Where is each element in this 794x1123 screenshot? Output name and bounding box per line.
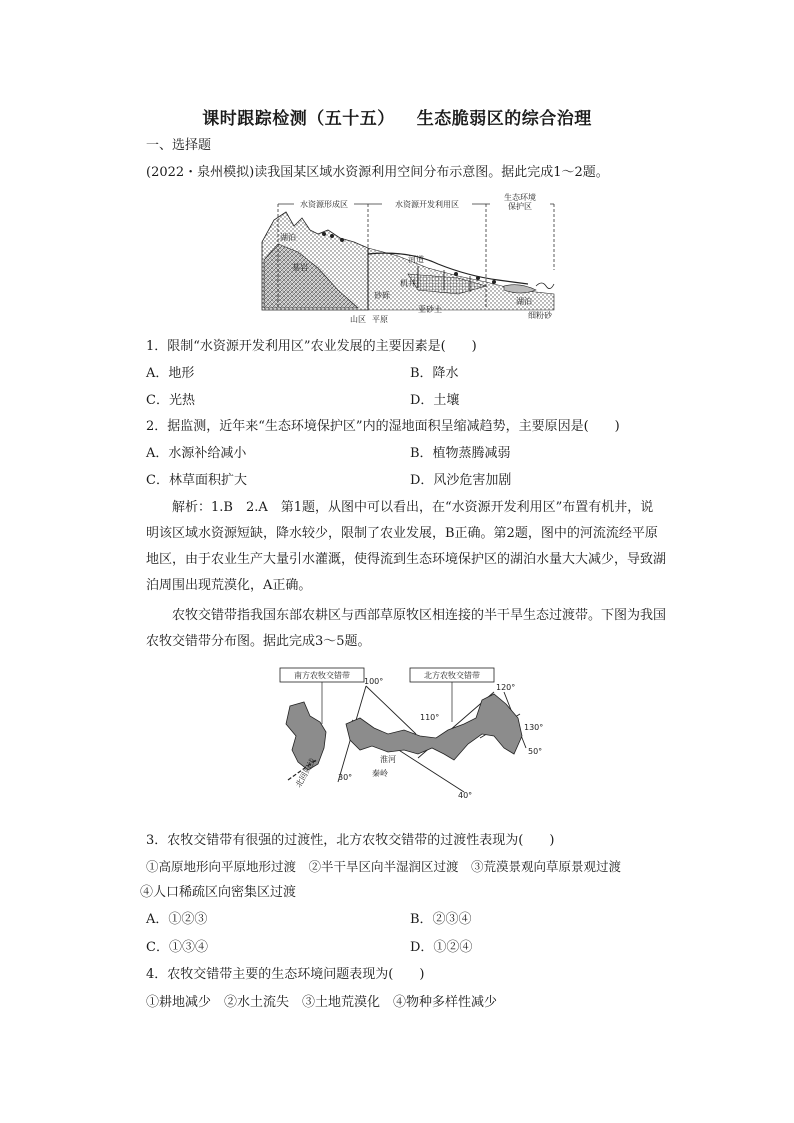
- label-plain: 平原: [372, 315, 388, 324]
- label-well: 机井: [400, 279, 416, 288]
- deg-120: 120°: [496, 683, 516, 692]
- analysis-text: 解析：1.B 2.A 第1题，从图中可以看出，在“水资源开发利用区”布置有机井，说明该区域水资源短缺，降水较少，限制了农业发展，B正确。第2题，图中的河流流经平原地区，由于农业生产大量引水灌溉，使得流到生态环境保护区的湖泊水量大大减少，导致湖泊周围出现荒漠化，A正确。: [146, 500, 667, 593]
- label-bedrock: 基岩: [292, 263, 308, 272]
- q1-option-b: B．降水: [410, 366, 459, 381]
- water-resource-diagram: [258, 190, 568, 326]
- label-sandy-soil: 亚砂土: [418, 305, 442, 314]
- q3-option-c: C．①③④: [146, 940, 208, 955]
- question-2-stem: 2．据监测，近年来“生态环境保护区”内的湿地面积呈缩减趋势，主要原因是( ): [146, 419, 620, 434]
- label-fine-sand: 细粉砂: [528, 311, 552, 320]
- ecotone-distribution-map: [268, 664, 558, 804]
- label-lake-upper: 湖泊: [280, 233, 296, 242]
- intro-q1-2: (2022・泉州模拟)读我国某区域水资源利用空间分布示意图。据此完成1～2题。: [146, 165, 609, 180]
- q3-option-b: B．②③④: [410, 912, 472, 927]
- zone-label-protection: 生态环境保护区: [504, 193, 536, 211]
- label-lake-lower: 湖泊: [516, 297, 532, 306]
- label-gravel: 砂砾: [374, 291, 390, 300]
- question-1-stem: 1．限制“水资源开发利用区”农业发展的主要因素是( ): [146, 339, 477, 354]
- q3-option-d: D．①②④: [410, 940, 473, 955]
- q3-statements-line1: ①高原地形向平原地形过渡 ②半干旱区向半湿润区过渡 ③荒漠景观向草原景观过渡: [146, 859, 622, 874]
- page-title: [0, 104, 794, 129]
- q3-statements-line2: ④人口稀疏区向密集区过渡: [140, 885, 297, 900]
- question-3-stem: 3．农牧交错带有很强的过渡性，北方农牧交错带的过渡性表现为( ): [146, 833, 555, 848]
- deg-30: 30°: [338, 773, 353, 782]
- deg-40: 40°: [458, 791, 473, 800]
- south-ecotone-region: [286, 702, 326, 770]
- q1-option-c: C．光热: [146, 393, 195, 408]
- q4-statements: ①耕地减少 ②水土流失 ③土地荒漠化 ④物种多样性减少: [146, 995, 498, 1010]
- title-main: 课时跟踪检测（五十五）: [202, 109, 395, 129]
- north-ecotone-region: [346, 694, 522, 760]
- label-mountain: 山区: [350, 315, 366, 324]
- deg-100: 100°: [364, 677, 384, 686]
- north-ecotone-label: 北方农牧交错带: [424, 671, 480, 680]
- zone-label-development: 水资源开发利用区: [395, 200, 459, 209]
- deg-110: 110°: [420, 713, 440, 722]
- huaihe-label: 淮河: [380, 755, 396, 764]
- q1-option-d: D．土壤: [410, 393, 460, 408]
- question-4-stem: 4．农牧交错带主要的生态环境问题表现为( ): [146, 967, 425, 982]
- section-heading: 一、选择题: [146, 138, 212, 153]
- intro-q3-5: [146, 603, 666, 655]
- deg-130: 130°: [524, 723, 544, 732]
- south-ecotone-label: 南方农牧交错带: [294, 671, 350, 680]
- q2-option-b: B．植物蒸腾减弱: [410, 446, 511, 461]
- terminal-lake: [504, 285, 536, 293]
- title-sub: 生态脆弱区的综合治理: [416, 109, 592, 129]
- q3-option-a: A．①②③: [146, 912, 208, 927]
- qinling-label: 秦岭: [372, 769, 388, 778]
- q1-option-a: A．地形: [146, 366, 195, 381]
- q2-option-c: C．林草面积扩大: [146, 473, 247, 488]
- deg-50: 50°: [528, 747, 543, 756]
- tropic-label: 北回归线: [293, 756, 318, 789]
- analysis-paragraph: [146, 495, 666, 599]
- zone-label-formation: 水资源形成区: [300, 200, 348, 209]
- label-river: 河道: [408, 255, 424, 264]
- q2-option-d: D．风沙危害加剧: [410, 473, 512, 488]
- q2-option-a: A．水源补给减小: [146, 446, 247, 461]
- intro-q3-5-text: 农牧交错带指我国东部农耕区与西部草原牧区相连接的半干旱生态过渡带。下图为我国农牧交错带分布图。据此完成3～5题。: [146, 608, 667, 649]
- dune-wave: [536, 283, 554, 289]
